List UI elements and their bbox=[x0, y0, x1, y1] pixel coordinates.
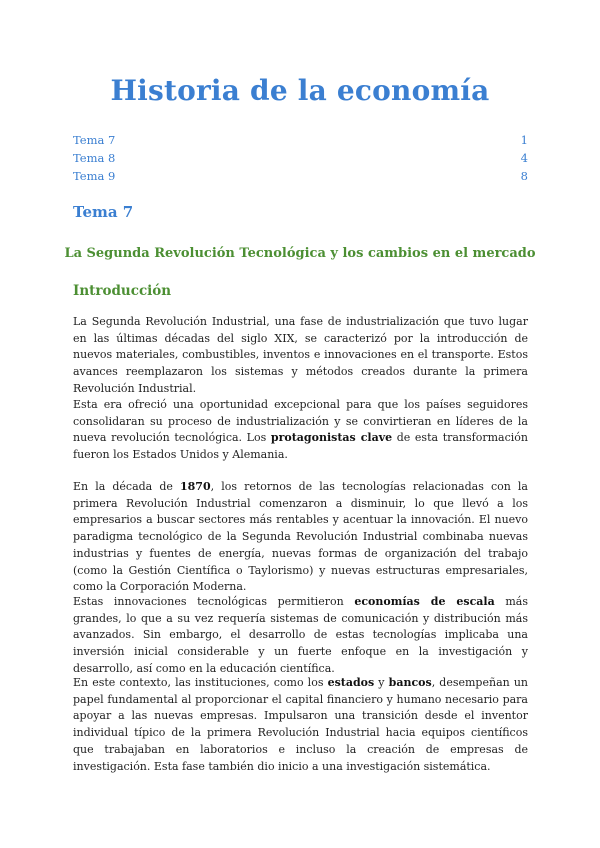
paragraph-text: , desempeñan un papel fundamental al proporcionar el capital financiero y humano necesario para apoyar a las nuevas empresas. Impulsaron una transición desde el inventor individual típico de la primera Revolución Industrial hacia equipos científicos que trabajaban en laboratorios e incluso la creación de empresas de investigación. Esta fase también dio inicio a una investigación sistemática. bbox=[73, 676, 528, 773]
paragraph-text: y bbox=[374, 676, 389, 689]
toc-entry-page[interactable]: 8 bbox=[520, 169, 528, 183]
paragraph-text: de esta transformación fueron los Estados Unidos y Alemania. bbox=[73, 431, 528, 462]
document-title: Historia de la economía bbox=[110, 74, 490, 107]
toc-entry-label[interactable]: Tema 7 bbox=[73, 133, 116, 147]
paragraph-5 bbox=[73, 675, 528, 775]
toc-entry-page[interactable]: 1 bbox=[520, 133, 528, 147]
bold-term: bancos bbox=[388, 676, 432, 689]
bold-term: economías de escala bbox=[354, 595, 495, 608]
intro-heading: Introducción bbox=[73, 283, 172, 299]
toc-entry[interactable] bbox=[73, 149, 528, 167]
bold-term: 1870 bbox=[179, 480, 211, 493]
paragraph-text: En la década de bbox=[73, 480, 180, 493]
toc-entry-label[interactable]: Tema 9 bbox=[73, 169, 116, 183]
table-of-contents bbox=[73, 131, 528, 185]
paragraph-text: Esta era ofreció una oportunidad excepcional para que los países seguidores consolidaran su proceso de industrialización y se convirtieran en líderes de la nueva revolución tecnológica. Los bbox=[73, 398, 528, 445]
paragraph-1 bbox=[73, 314, 528, 398]
paragraph-text: En este contexto, las instituciones, como los bbox=[73, 676, 328, 689]
bold-term: protagonistas clave bbox=[270, 431, 393, 445]
paragraph-3 bbox=[73, 479, 528, 596]
toc-entry-page[interactable]: 4 bbox=[520, 151, 528, 165]
section-heading: Tema 7 bbox=[73, 203, 134, 221]
paragraph-text: , los retornos de las tecnologías relacionadas con la primera Revolución Industrial comenzaron a disminuir, lo que llevó a los empresarios a buscar sectores más rentables y acentuar la innovación. El nuevo paradigma tecnológico de la Segunda Revolución Industrial combinaba nuevas industrias y fuentes de energía, nuevas formas de organización del trabajo (como la Gestión Científica o Taylorismo) y nuevas estructuras empresariales, como la Corporación Moderna. bbox=[73, 480, 528, 594]
bold-term: estados bbox=[327, 676, 375, 689]
paragraph-text: más grandes, lo que a su vez requería sistemas de comunicación y distribución más avanzados. Sin embargo, el desarrollo de estas tecnologías implicaba una inversión inicial considerable y un fuerte enfoque en la investigación y desarrollo, así como en la educación científica. bbox=[73, 595, 528, 675]
section-subtitle: La Segunda Revolución Tecnológica y los cambios en el mercado bbox=[64, 246, 536, 261]
toc-entry[interactable] bbox=[73, 167, 528, 185]
toc-entry[interactable] bbox=[73, 131, 528, 149]
paragraph-text: Estas innovaciones tecnológicas permitieron bbox=[73, 595, 355, 608]
paragraph-2 bbox=[73, 397, 528, 464]
paragraph-4 bbox=[73, 594, 528, 678]
toc-entry-label[interactable]: Tema 8 bbox=[73, 151, 116, 165]
paragraph-text: La Segunda Revolución Industrial, una fase de industrialización que tuvo lugar en las últimas décadas del siglo XIX, se caracterizó por la introducción de nuevos materiales, combustibles, inventos e innovaciones en el transporte. Estos avances reemplazaron los sistemas y métodos creados durante la primera Revolución Industrial. bbox=[73, 315, 528, 395]
